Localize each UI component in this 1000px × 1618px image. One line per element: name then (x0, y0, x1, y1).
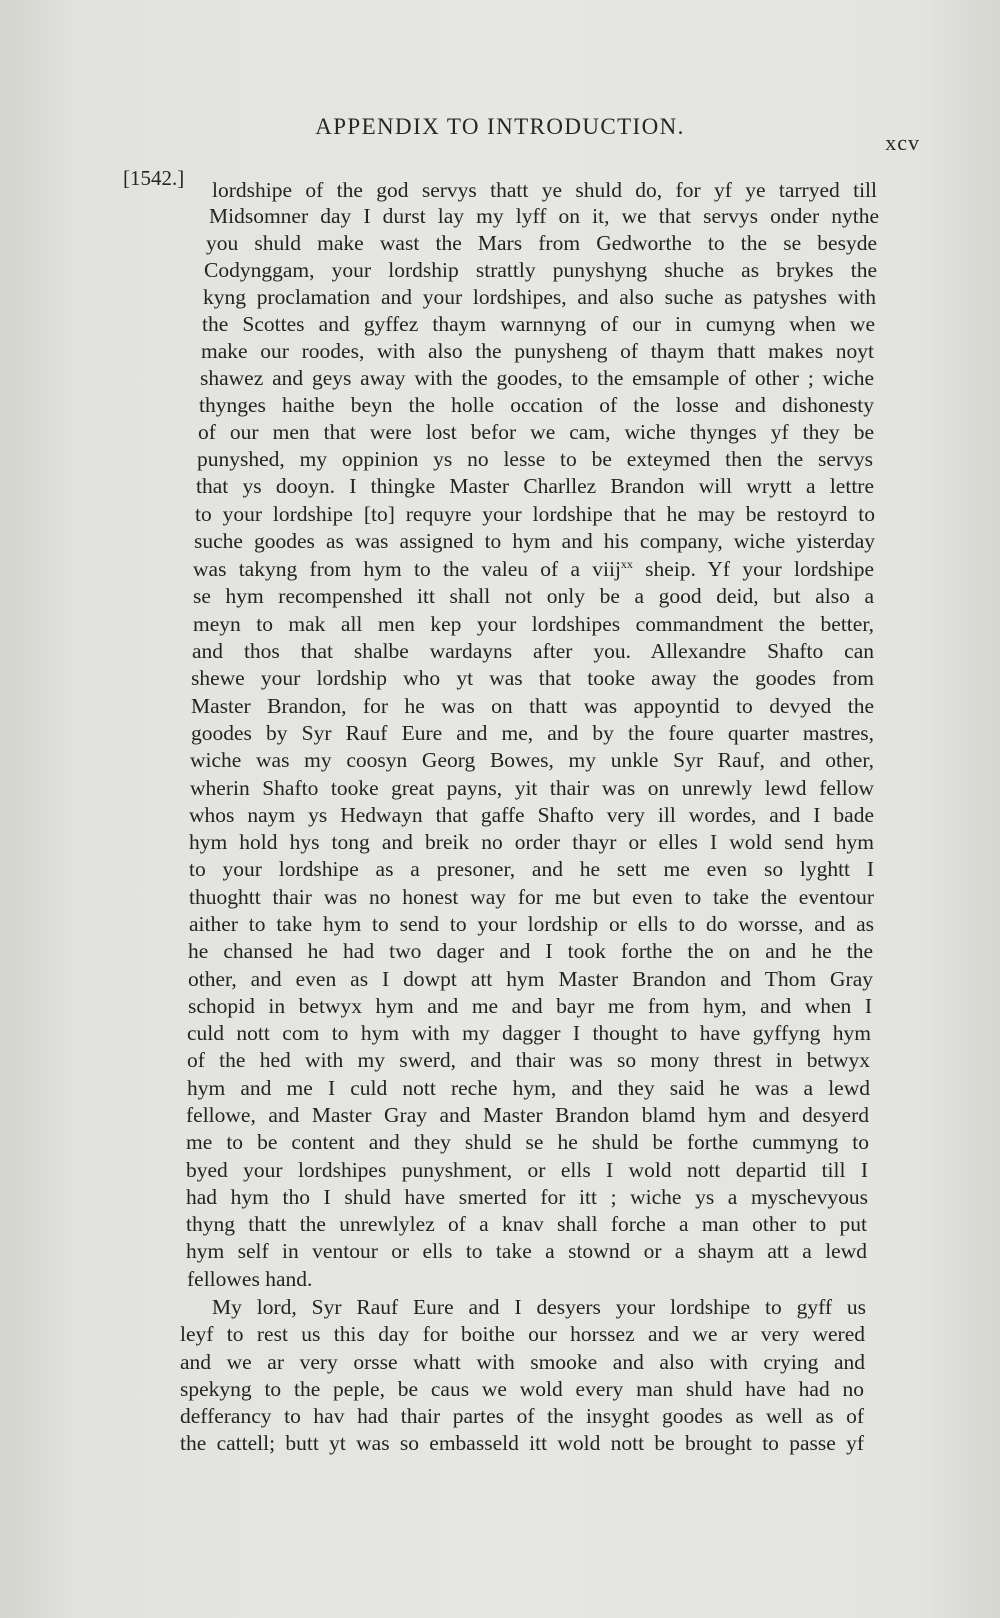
text-line (212, 176, 877, 204)
text-line (188, 992, 872, 1020)
text-line (188, 965, 873, 993)
line-text: kyng proclamation and your lordshipes, and also suche as patyshes with (203, 285, 876, 309)
line-text: other, and even as I dowpt att hym Master Brandon and Thom Gray (188, 967, 873, 991)
text-line (186, 1237, 867, 1265)
text-line (187, 1265, 318, 1293)
text-line (193, 610, 874, 638)
text-line (197, 445, 873, 473)
text-line (186, 1101, 869, 1129)
line-text: meyn to mak all men kep your lordshipes commandment the better, (193, 612, 874, 636)
text-line (201, 337, 874, 365)
text-line (187, 1074, 870, 1102)
line-text: schopid in betwyx hym and me and bayr me from hym, and when I (188, 994, 872, 1018)
text-line (191, 719, 874, 747)
text-line (191, 664, 874, 692)
running-header: APPENDIX TO INTRODUCTION. (315, 114, 685, 139)
text-line (188, 937, 873, 965)
line-text: leyf to rest us this day for boithe our horssez and we ar very wered (180, 1322, 865, 1346)
line-text: me to be content and they shuld se he shuld be forthe cummyng to (186, 1130, 869, 1154)
text-line (186, 1210, 867, 1238)
line-text: Codynggam, your lordship strattly punyshyng shuche as brykes the (204, 258, 877, 282)
text-line (189, 828, 874, 856)
text-line (190, 774, 874, 802)
line-text: hym and me I culd nott reche hym, and they said he was a lewd (187, 1076, 870, 1100)
line-text: wherin Shafto tooke great payns, yit thair was on unrewly lewd fellow (190, 776, 874, 800)
line-text: Midsomner day I durst lay my lyff on it, we that servys onder nythe (209, 204, 879, 228)
line-text: you shuld make wast the Mars from Gedworthe to the se besyde (206, 231, 877, 255)
line-text: lordshipe of the god servys thatt ye shuld do, for yf ye tarryed till (212, 178, 877, 202)
text-line (212, 1293, 866, 1321)
line-text: hym hold hys tong and breik no order thayr or elles I wold send hym (189, 830, 874, 854)
text-line (194, 527, 875, 555)
text-line (190, 746, 874, 774)
line-text: that ys dooyn. I thingke Master Charllez Brandon will wrytt a lettre (196, 474, 874, 498)
margin-date: [1542.] (123, 166, 185, 190)
line-text: he chansed he had two dager and I took forthe the on and he the (188, 939, 873, 963)
text-line (195, 500, 875, 528)
text-line (203, 283, 876, 311)
line-text: whos naym ys Hedwayn that gaffe Shafto very ill wordes, and I bade (189, 803, 874, 827)
line-text: hym self in ventour or ells to take a stownd or a shaym att a lewd (186, 1239, 867, 1263)
text-line (186, 1128, 869, 1156)
line-text: shawez and geys away with the goodes, to the emsample of other ; wiche (200, 366, 874, 390)
text-line (199, 391, 874, 419)
text-line (186, 1183, 868, 1211)
line-text: punyshed, my oppinion ys no lesse to be exteymed then the servys (197, 447, 873, 471)
line-text: shewe your lordship who yt was that tooke away the goodes from (191, 666, 874, 690)
page-number: xcv (885, 130, 920, 155)
line-text: My lord, Syr Rauf Eure and I desyers your lordshipe to gyff us (212, 1295, 866, 1319)
text-line (187, 1046, 870, 1074)
line-text: aither to take hym to send to your lordship or ells to do worsse, and as (189, 912, 874, 936)
text-line (191, 692, 874, 720)
superscript-score: xx (620, 557, 633, 571)
line-text: thyng thatt the unrewlylez of a knav shall forche a man other to put (186, 1212, 867, 1236)
text-line (189, 801, 874, 829)
text-line (180, 1320, 865, 1348)
line-text: make our roodes, with also the punysheng of thaym thatt makes noyt (201, 339, 874, 363)
text-line (202, 310, 875, 338)
text-line (186, 1156, 868, 1184)
line-text: thuoghtt thair was no honest way for me but even to take the eventour (189, 885, 874, 909)
text-line (200, 364, 874, 392)
line-text: thynges haithe beyn the holle occation of the losse and dishonesty (199, 393, 874, 417)
line-text: fellowes hand. (187, 1267, 313, 1291)
text-line (193, 582, 874, 610)
line-text: culd nott com to hym with my dagger I thought to have gyffyng hym (187, 1021, 871, 1045)
text-line (180, 1375, 864, 1403)
line-text: the cattell; butt yt was so embasseld itt wold nott be brought to passe yf (180, 1431, 864, 1455)
line-text: and thos that shalbe wardayns after you. Allexandre Shafto can (192, 639, 874, 663)
text-line (204, 256, 877, 284)
text-line (187, 1019, 871, 1047)
text-line (198, 418, 874, 446)
line-text: suche goodes as was assigned to hym and his company, wiche yisterday (194, 529, 875, 553)
line-text: was takyng from hym to the valeu of a viij (193, 557, 621, 581)
line-text: spekyng to the peple, be caus we wold every man shuld have had no (180, 1377, 864, 1401)
line-text: to your lordshipe [to] requyre your lordshipe that he may be restoyrd to (195, 502, 875, 526)
text-line (180, 1402, 864, 1430)
text-line (189, 910, 874, 938)
text-line (209, 202, 879, 230)
text-line (189, 855, 874, 883)
text-line (196, 472, 874, 500)
line-text: goodes by Syr Rauf Eure and me, and by the foure quarter mastres, (191, 721, 874, 745)
line-text: had hym tho I shuld have smerted for itt ; wiche ys a myschevyous (186, 1185, 868, 1209)
text-line (193, 555, 874, 583)
line-text: the Scottes and gyffez thaym warnnyng of our in cumyng when we (202, 312, 875, 336)
line-text: to your lordshipe as a presoner, and he sett me even so lyghtt I (189, 857, 874, 881)
line-text: wiche was my coosyn Georg Bowes, my unkle Syr Rauf, and other, (190, 748, 874, 772)
body-text (0, 160, 1000, 1618)
text-line (192, 637, 874, 665)
line-text: and we ar very orsse whatt with smooke and also with crying and (180, 1350, 865, 1374)
text-line (180, 1348, 865, 1376)
line-text: defferancy to hav had thair partes of the insyght goodes as well as of (180, 1404, 864, 1428)
line-text: se hym recompenshed itt shall not only be a good deid, but also a (193, 584, 874, 608)
text-line (180, 1429, 864, 1457)
line-text: of our men that were lost befor we cam, wiche thynges yf they be (198, 420, 874, 444)
line-text-tail: sheip. Yf your lordshipe (632, 557, 875, 581)
line-text: Master Brandon, for he was on thatt was appoyntid to devyed the (191, 694, 874, 718)
text-line (206, 229, 877, 257)
line-text: of the hed with my swerd, and thair was so mony threst in betwyx (187, 1048, 870, 1072)
line-text: byed your lordshipes punyshment, or ells I wold nott departid till I (186, 1158, 868, 1182)
text-line (189, 883, 874, 911)
line-text: fellowe, and Master Gray and Master Brandon blamd hym and desyerd (186, 1103, 869, 1127)
